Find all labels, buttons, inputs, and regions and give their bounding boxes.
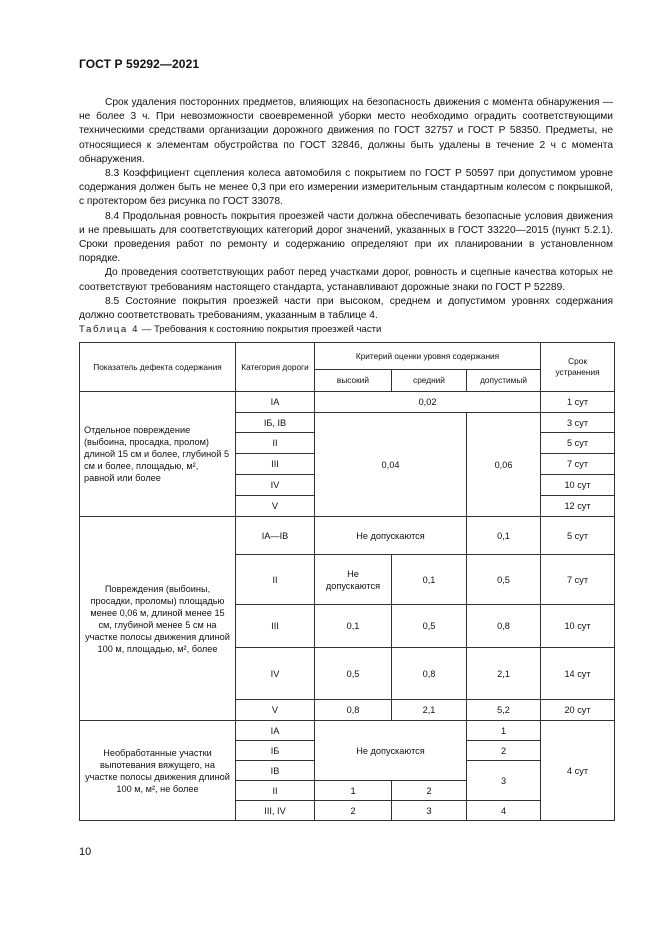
category-cell: II bbox=[236, 781, 315, 801]
term-cell: 10 сут bbox=[541, 605, 615, 648]
term-cell: 7 сут bbox=[541, 555, 615, 605]
criterion-value: Не допускаются bbox=[315, 517, 467, 555]
category-cell: III, IV bbox=[236, 801, 315, 821]
category-cell: IВ bbox=[236, 761, 315, 781]
criterion-value: 0,5 bbox=[467, 555, 541, 605]
criterion-value: 5,2 bbox=[467, 700, 541, 721]
term-cell: 20 сут bbox=[541, 700, 615, 721]
defect-label-bitumen: Необработанные участки выпотевания вяжущего, на участке полосы движения длиной 100 м, м², не более bbox=[80, 721, 236, 821]
criterion-value: 1 bbox=[315, 781, 392, 801]
category-cell: IA bbox=[236, 392, 315, 413]
table-caption bbox=[79, 324, 381, 335]
criterion-value: 0,8 bbox=[392, 648, 467, 700]
category-cell: IA—IB bbox=[236, 517, 315, 555]
category-cell: IБ bbox=[236, 741, 315, 761]
term-cell: 5 сут bbox=[541, 433, 615, 454]
criterion-value: 0,04 bbox=[315, 413, 467, 517]
header-term: Срок устранения bbox=[541, 343, 615, 392]
table-4 bbox=[79, 342, 615, 821]
criterion-value: 0,02 bbox=[315, 392, 541, 413]
term-cell: 4 сут bbox=[541, 721, 615, 821]
category-cell: IA bbox=[236, 721, 315, 741]
header-category: Категория дороги bbox=[236, 343, 315, 392]
criterion-value: 2,1 bbox=[467, 648, 541, 700]
criterion-value: Не допускаются bbox=[315, 721, 467, 781]
table-row bbox=[80, 721, 615, 741]
category-cell: V bbox=[236, 496, 315, 517]
term-cell: 1 сут bbox=[541, 392, 615, 413]
header-high: высокий bbox=[315, 370, 392, 392]
term-cell: 5 сут bbox=[541, 517, 615, 555]
header-medium: средний bbox=[392, 370, 467, 392]
category-cell: IV bbox=[236, 475, 315, 496]
criterion-value: 0,5 bbox=[392, 605, 467, 648]
table-row bbox=[80, 517, 615, 555]
defect-label-small-damage: Повреждения (выбоины, просадки, проломы) площадью менее 0,06 м, длиной менее 15 см, глубиной менее 5 см на участке полосы движения длиной 100 м, площадью, м², более bbox=[80, 517, 236, 721]
term-cell: 14 сут bbox=[541, 648, 615, 700]
defect-label-single-damage: Отдельное повреждение (выбоина, просадка, пролом) длиной 15 см и более, глубиной 5 см и более, площадью, м², равной или более bbox=[80, 392, 236, 517]
term-cell: 7 сут bbox=[541, 454, 615, 475]
criterion-value: 0,8 bbox=[467, 605, 541, 648]
paragraph-8-4: 8.4 Продольная ровность покрытия проезжей части должна обеспечивать безопасные условия движения и не превышать для соответствующих категорий дорог значений, указанных в ГОСТ 33220—2015 (пункт 5.2.1). Сроки проведения работ по ремонту и содержанию определяют при их планировании в установленном порядке. bbox=[79, 210, 613, 265]
criterion-value: 2,1 bbox=[392, 700, 467, 721]
criterion-value: 0,1 bbox=[467, 517, 541, 555]
paragraph-removal-term: Срок удаления посторонних предметов, влияющих на безопасность движения с момента обнаружения — не более 3 ч. При невозможности своевременной уборки место необходимо оградить соответствующими техническими средствами организации дорожного движения по ГОСТ 32757 и ГОСТ Р 58350. Предметы, не относящиеся к элементам обустройства по ГОСТ 32846, должны быть удалены в течение 2 ч с момента обнаружения. bbox=[79, 97, 613, 165]
criterion-value: 0,06 bbox=[467, 413, 541, 517]
criterion-value: Не допускаются bbox=[315, 555, 392, 605]
category-cell: II bbox=[236, 555, 315, 605]
criterion-value: 0,8 bbox=[315, 700, 392, 721]
category-cell: II bbox=[236, 433, 315, 454]
criterion-value: 3 bbox=[467, 761, 541, 801]
category-cell: IБ, IВ bbox=[236, 413, 315, 433]
paragraph-8-3: 8.3 Коэффициент сцепления колеса автомобиля с покрытием по ГОСТ Р 50597 при допустимом уровне содержания должен быть не менее 0,3 при его измерении измерительным стандартным колесом с покрышкой, с протектором без рисунка по ГОСТ 33078. bbox=[79, 168, 613, 208]
term-cell: 3 сут bbox=[541, 413, 615, 433]
page-number: 10 bbox=[79, 846, 92, 858]
term-cell: 12 сут bbox=[541, 496, 615, 517]
category-cell: III bbox=[236, 454, 315, 475]
criterion-value: 0,1 bbox=[315, 605, 392, 648]
header-indicator: Показатель дефекта содержания bbox=[80, 343, 236, 392]
category-cell: III bbox=[236, 605, 315, 648]
criterion-value: 0,5 bbox=[315, 648, 392, 700]
category-cell: IV bbox=[236, 648, 315, 700]
header-criterion: Критерий оценки уровня содержания bbox=[315, 343, 541, 370]
category-cell: V bbox=[236, 700, 315, 721]
criterion-value: 1 bbox=[467, 721, 541, 741]
table-caption-text: — Требования к состоянию покрытия проезжей части bbox=[139, 324, 382, 335]
body-text bbox=[79, 96, 613, 323]
term-cell: 10 сут bbox=[541, 475, 615, 496]
criterion-value: 4 bbox=[467, 801, 541, 821]
header-acceptable: допустимый bbox=[467, 370, 541, 392]
criterion-value: 2 bbox=[315, 801, 392, 821]
table-caption-number: Таблица 4 bbox=[79, 324, 140, 335]
table-row bbox=[80, 392, 615, 413]
paragraph-road-signs: До проведения соответствующих работ перед участками дорог, ровность и сцепные качества которых не соответствуют требованиям настоящего стандарта, устанавливают дорожные знаки по ГОСТ Р 52289. bbox=[79, 267, 613, 293]
paragraph-8-5: 8.5 Состояние покрытия проезжей части при высоком, среднем и допустимом уровнях содержания должно соответствовать требованиям, указанным в таблице 4. bbox=[79, 295, 613, 322]
document-header: ГОСТ Р 59292—2021 bbox=[79, 57, 200, 71]
criterion-value: 2 bbox=[392, 781, 467, 801]
criterion-value: 2 bbox=[467, 741, 541, 761]
criterion-value: 0,1 bbox=[392, 555, 467, 605]
criterion-value: 3 bbox=[392, 801, 467, 821]
